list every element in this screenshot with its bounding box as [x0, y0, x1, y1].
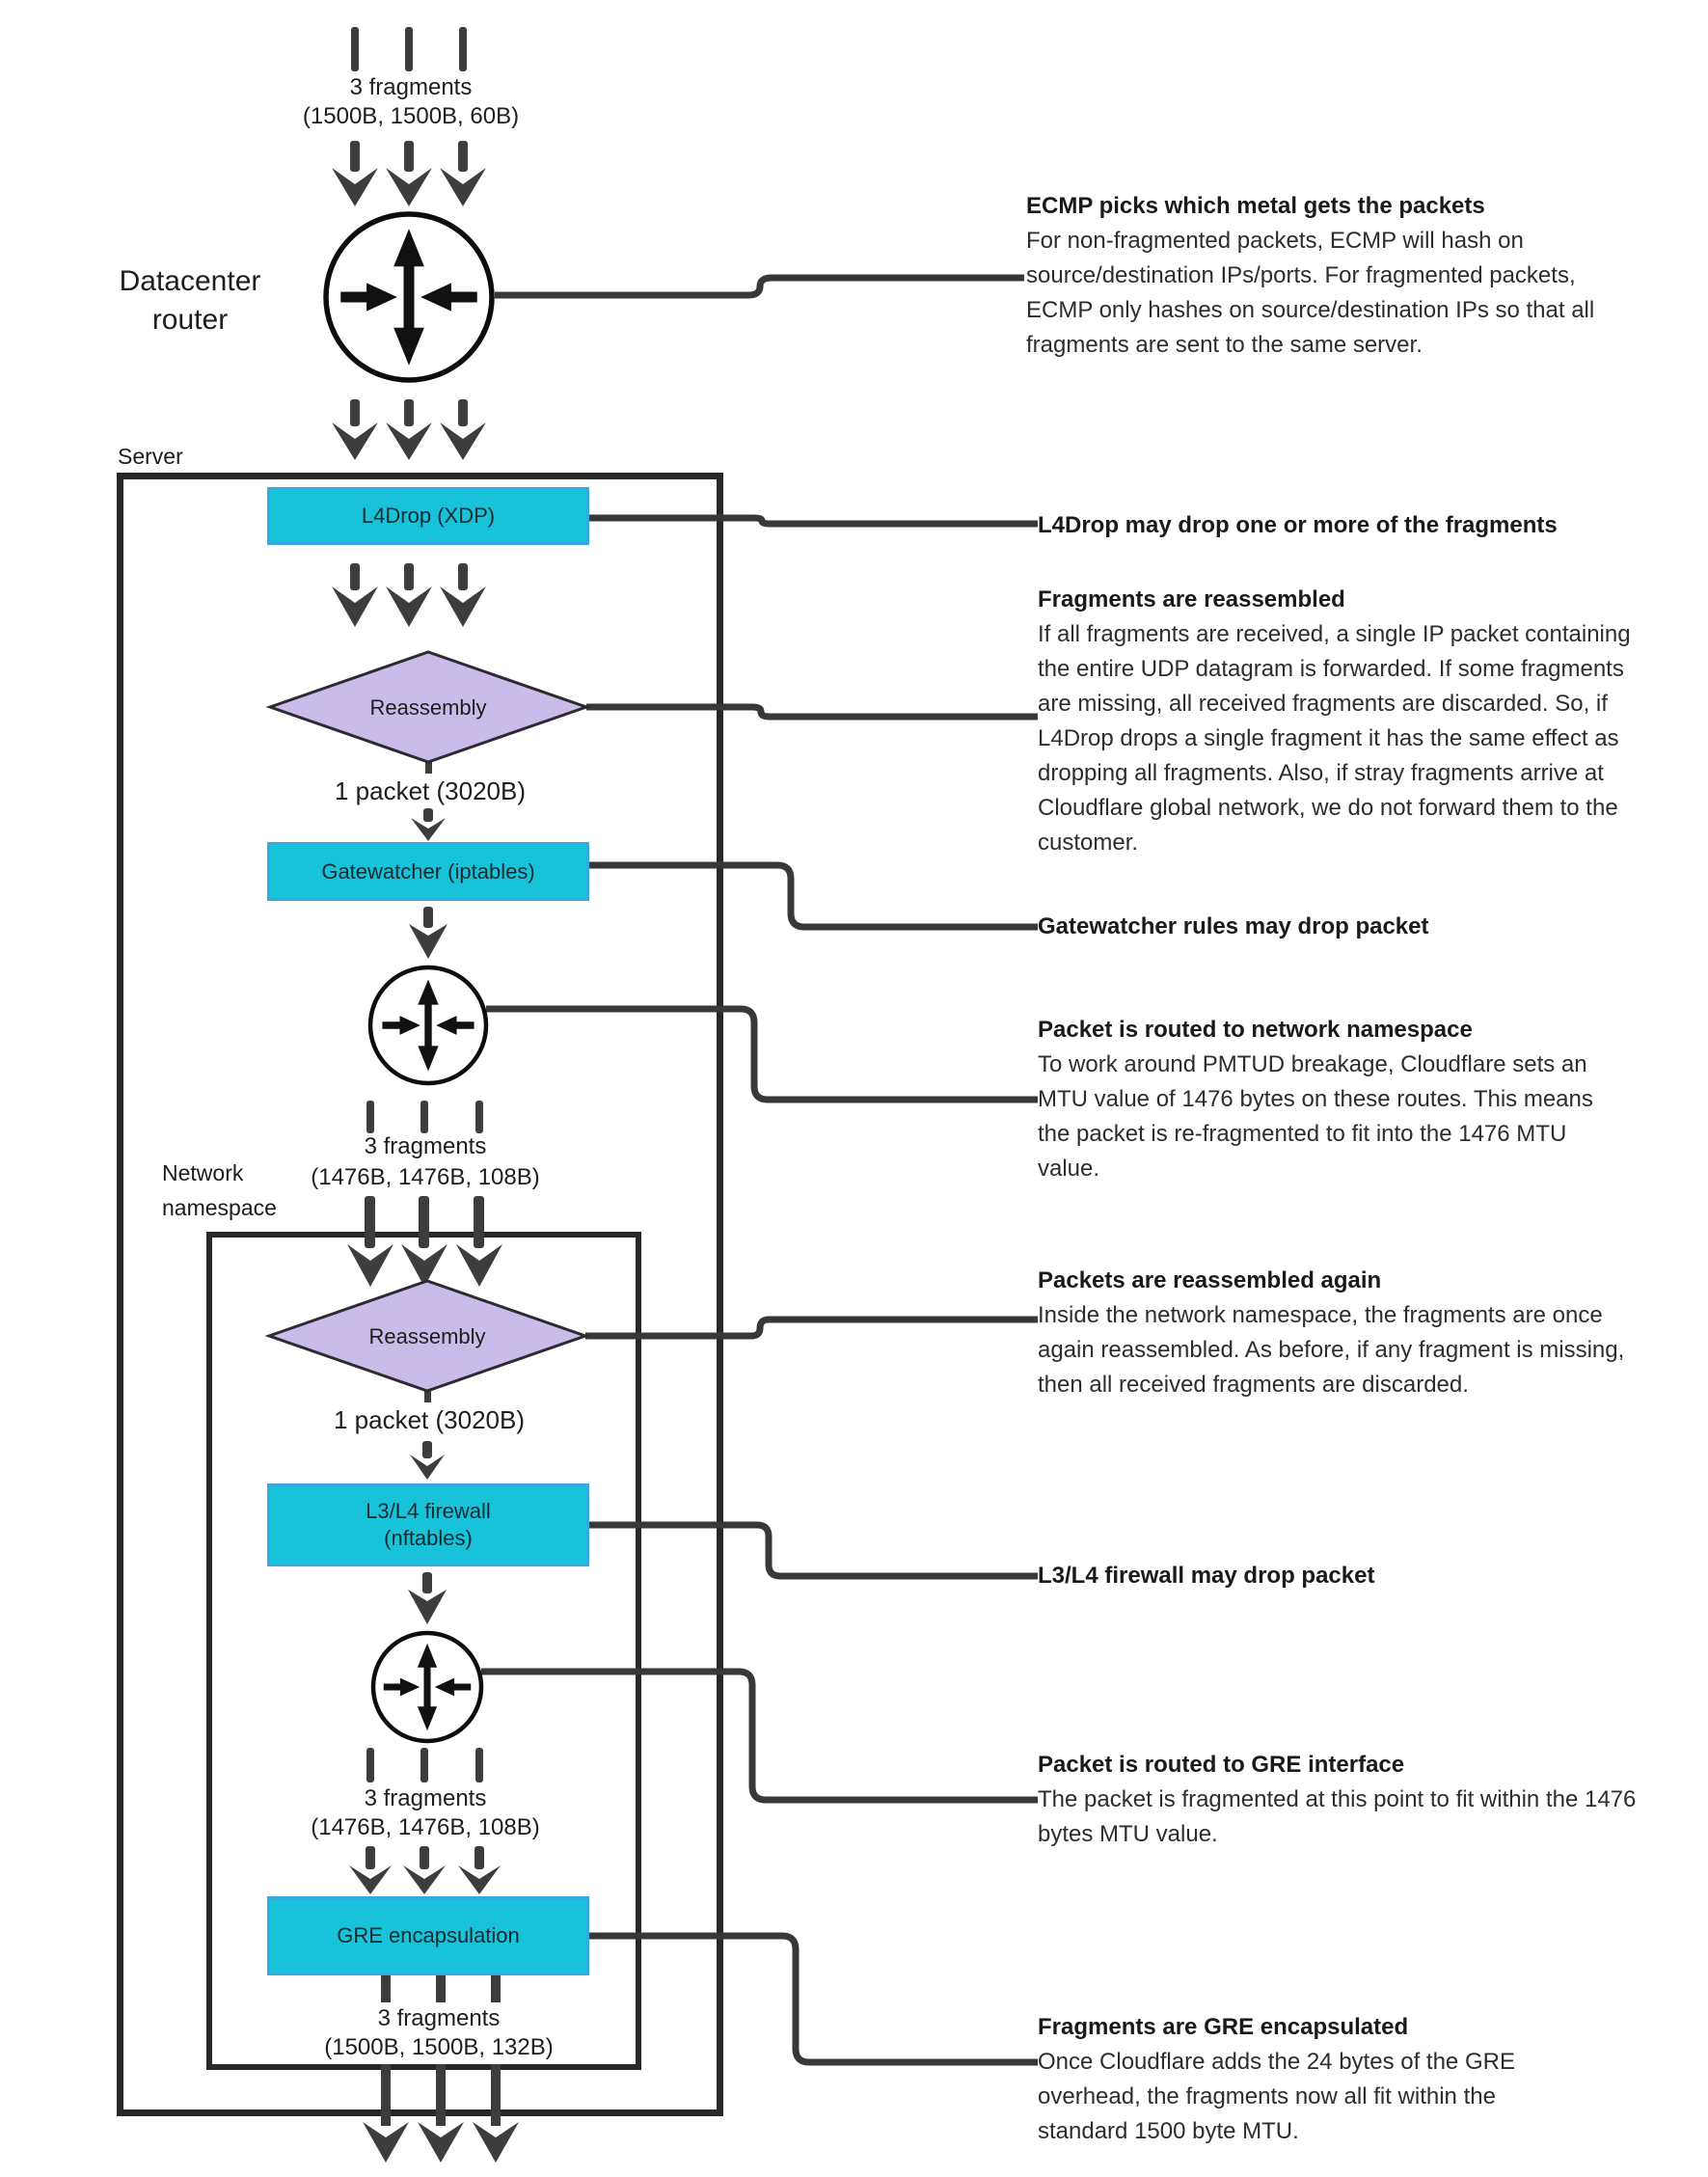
annotation-title: L4Drop may drop one or more of the fragments — [1038, 512, 1558, 538]
connector-gatewatcher — [589, 865, 1038, 927]
firewall-label-line2: (nftables) — [384, 1526, 473, 1550]
router-icon-namespace-route — [370, 967, 486, 1083]
packet1-size-label: 1 packet (3020B) — [334, 776, 526, 805]
connector-route-ns — [486, 1009, 1038, 1100]
annotation-reassembled-again — [1038, 1264, 1655, 1402]
annotation-l4drop — [1038, 508, 1708, 543]
gatewatcher-node — [267, 842, 589, 901]
packet2-size-label: 1 packet (3020B) — [333, 1405, 525, 1434]
gatewatcher-label: Gatewatcher (iptables) — [321, 858, 535, 884]
annotation-title: Packets are reassembled again — [1038, 1267, 1382, 1293]
annotation-routed-gre — [1038, 1748, 1674, 1852]
connector-reassembly1 — [586, 707, 1038, 717]
annotation-body: For non-fragmented packets, ECMP will hash on source/destination IPs/ports. For fragmented packets, ECMP only hashes on source/destination IPs so that all fragments are sent to the same server. — [1026, 228, 1595, 358]
annotation-body: Once Cloudflare adds the 24 bytes of the GRE overhead, the fragments now all fit within the standard 1500 byte MTU. — [1038, 2049, 1515, 2144]
annotation-title: ECMP picks which metal gets the packets — [1026, 193, 1485, 219]
reassembly2-label: Reassembly — [368, 1324, 486, 1348]
annotation-title: Fragments are reassembled — [1038, 586, 1345, 612]
gre-node — [267, 1896, 589, 1975]
connector-firewall — [589, 1525, 1038, 1576]
annotation-title: Packet is routed to network namespace — [1038, 1017, 1473, 1043]
annotation-title: Fragments are GRE encapsulated — [1038, 2014, 1409, 2040]
l4drop-label: L4Drop (XDP) — [361, 503, 496, 528]
annotation-body: The packet is fragmented at this point to fit within the 1476 bytes MTU value. — [1038, 1786, 1637, 1847]
outgoing-fragments-count: 3 fragments — [377, 2005, 501, 2031]
namespace-fragments-count: 3 fragments — [364, 1133, 487, 1159]
gre-fragments-sizes: (1476B, 1476B, 108B) — [311, 1814, 540, 1840]
annotation-title: L3/L4 firewall may drop packet — [1038, 1563, 1375, 1589]
annotation-body: If all fragments are received, a single IP packet containing the entire UDP datagram is forwarded. If some fragments are missing, all received fragments are discarded. So, if L4Drop drops a single fragment it has the same effect as dropping all fragments. Also, if stray fragments arrive at Cloudflare global network, we do not forward them to the customer. — [1038, 621, 1631, 856]
annotation-gre-encapsulated — [1038, 2010, 1578, 2149]
gre-fragments-count: 3 fragments — [364, 1785, 487, 1811]
annotation-reassembled — [1038, 583, 1645, 860]
connector-reassembly2 — [585, 1320, 1038, 1336]
connector-gre — [589, 1936, 1038, 2062]
namespace-fragments-sizes: (1476B, 1476B, 108B) — [311, 1164, 540, 1190]
flow-arrows-into-server — [332, 399, 486, 460]
outgoing-fragments-sizes: (1500B, 1500B, 132B) — [324, 2034, 554, 2060]
firewall-label-line1: L3/L4 firewall — [366, 1499, 491, 1523]
flow-arrows-into-router — [332, 141, 486, 206]
annotation-gatewatcher — [1038, 910, 1708, 944]
connector-l4drop — [589, 518, 1038, 524]
annotation-routed-namespace — [1038, 1013, 1616, 1186]
incoming-fragments-sizes: (1500B, 1500B, 60B) — [302, 103, 520, 129]
flow-arrows-into-reassembly1 — [332, 563, 486, 627]
flow-arrows-into-namespace — [347, 1196, 502, 1287]
connector-ecmp — [495, 278, 1024, 295]
firewall-node — [267, 1483, 589, 1566]
flow-arrows-into-gre — [349, 1846, 501, 1894]
reassembly1-label: Reassembly — [369, 695, 487, 720]
gre-label: GRE encapsulation — [337, 1923, 520, 1947]
l4drop-node — [267, 487, 589, 545]
router-icon-gre-route — [373, 1633, 481, 1741]
annotation-firewall — [1038, 1559, 1708, 1593]
connector-route-gre — [481, 1672, 1038, 1800]
annotation-ecmp — [1026, 189, 1643, 363]
datacenter-router-icon — [326, 214, 492, 380]
server-label: Server — [118, 444, 183, 469]
datacenter-router-label: Datacenter router — [119, 265, 261, 336]
incoming-fragments-count: 3 fragments — [349, 74, 473, 100]
network-namespace-label: Network namespace — [162, 1160, 277, 1220]
annotation-body: To work around PMTUD breakage, Cloudflare sets an MTU value of 1476 bytes on these routes. This means the packet is re-fragmented to fit into the 1476 MTU value. — [1038, 1051, 1593, 1182]
annotation-title: Packet is routed to GRE interface — [1038, 1752, 1405, 1778]
annotation-body: Inside the network namespace, the fragments are once again reassembled. As before, if any fragment is missing, then all received fragments are discarded. — [1038, 1302, 1625, 1398]
annotation-title: Gatewatcher rules may drop packet — [1038, 913, 1429, 939]
